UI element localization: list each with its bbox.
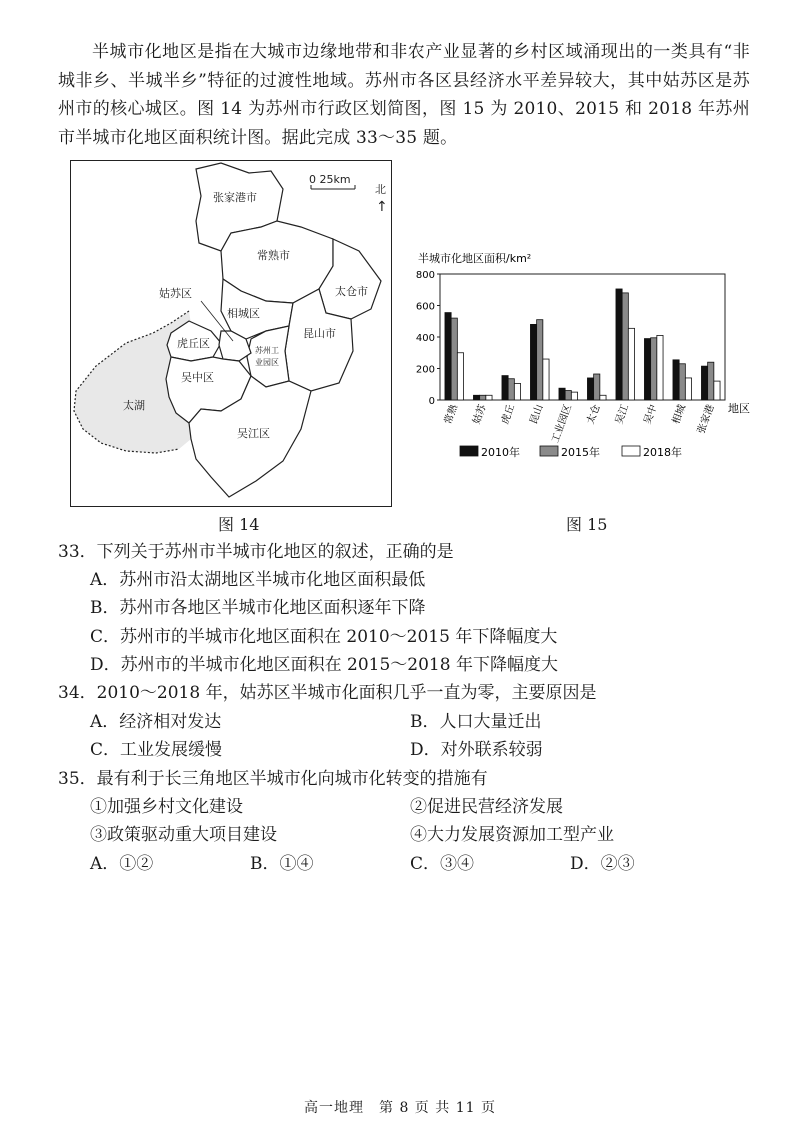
label-sip-line1: 苏州工 xyxy=(255,346,279,355)
chart-bar xyxy=(543,359,549,400)
question-35-option-a: A．①② xyxy=(90,854,154,874)
label-gusu: 姑苏区 xyxy=(159,287,192,300)
chart-ytick-label: 800 xyxy=(415,270,435,281)
question-33-option-c: C．苏州市的半城市化地区面积在 2010～2015 年下降幅度大 xyxy=(90,627,558,647)
chart-bar xyxy=(628,328,634,400)
question-33-option-d: D．苏州市的半城市化地区面积在 2015～2018 年下降幅度大 xyxy=(90,655,558,675)
chart-bar xyxy=(685,378,691,400)
chart-category-label: 张家港 xyxy=(695,403,717,436)
chart-bar xyxy=(600,395,606,400)
chart-bar xyxy=(616,289,622,400)
chart-bar xyxy=(514,383,520,400)
chart-bar xyxy=(679,364,685,400)
chart-bar xyxy=(644,339,650,400)
chart-legend-swatch xyxy=(622,446,640,456)
chart-bar xyxy=(587,378,593,400)
chart-ylabel: 半城市化地区面积/km² xyxy=(418,252,532,265)
chart-category-label: 吴江 xyxy=(613,403,632,426)
question-35-option-b: B．①④ xyxy=(250,854,314,874)
figure-15-chart xyxy=(410,248,760,470)
figure-14-caption: 图 14 xyxy=(218,515,260,534)
chart-category-label: 虎丘 xyxy=(499,403,518,426)
label-changshu: 常熟市 xyxy=(257,249,290,262)
chart-bar xyxy=(701,366,707,400)
chart-legend-label: 2010年 xyxy=(481,446,520,459)
chart-bar xyxy=(530,324,536,400)
chart-bar xyxy=(457,353,463,400)
chart-bar xyxy=(594,374,600,400)
chart-legend-label: 2015年 xyxy=(561,446,600,459)
north-label: 北 xyxy=(375,183,386,196)
chart-bar xyxy=(451,318,457,400)
chart-category-label: 昆山 xyxy=(528,403,546,426)
chart-bar xyxy=(673,360,679,400)
chart-bar xyxy=(445,313,451,400)
chart-bar xyxy=(571,392,577,400)
question-33-option-b: B．苏州市各地区半城市化地区面积逐年下降 xyxy=(90,598,426,618)
chart-bar xyxy=(508,379,514,400)
suzhou-district-map xyxy=(71,161,391,506)
question-34-option-d: D．对外联系较弱 xyxy=(410,740,543,760)
page-footer: 高一地理 第 8 页 共 11 页 xyxy=(304,1100,496,1116)
bar-chart-svg xyxy=(410,248,760,470)
question-35-statement-4: ④大力发展资源加工型产业 xyxy=(410,825,614,845)
chart-legend-swatch xyxy=(540,446,558,456)
chart-bar xyxy=(486,395,492,400)
question-33-stem: 33．下列关于苏州市半城市化地区的叙述，正确的是 xyxy=(58,542,454,562)
question-35-stem: 35．最有利于长三角地区半城市化向城市化转变的措施有 xyxy=(58,769,488,789)
chart-xlabel: 地区 xyxy=(728,402,750,415)
question-35-option-d: D．②③ xyxy=(570,854,635,874)
label-taihu: 太湖 xyxy=(123,399,145,412)
north-arrow-icon: ↑ xyxy=(376,199,388,215)
question-35-statement-3: ③政策驱动重大项目建设 xyxy=(90,825,277,845)
intro-paragraph: 半城市化地区是指在大城市边缘地带和非农产业显著的乡村区域涌现出的一类具有“非城非乡、半城半乡”特征的过渡性地域。苏州市各区县经济水平差异较大，其中姑苏区是苏州市的核心城区。图 14 为苏州市行政区划简图，图 15 为 2010、2015 和 2018 年苏州市半城市化地区面积统计图。据此完成 33～35 题。 xyxy=(58,42,750,148)
figure-15-caption: 图 15 xyxy=(566,515,608,534)
chart-bar xyxy=(537,320,543,400)
label-sip-line2: 业园区 xyxy=(255,358,279,367)
question-33-option-a: A．苏州市沿太湖地区半城市化地区面积最低 xyxy=(90,570,426,590)
chart-bar xyxy=(480,395,486,400)
chart-bar xyxy=(657,335,663,400)
figure-14-map xyxy=(70,160,392,507)
chart-bar xyxy=(502,376,508,400)
question-34-option-a: A．经济相对发达 xyxy=(90,712,222,732)
question-35-option-c: C．③④ xyxy=(410,854,475,874)
chart-legend-label: 2018年 xyxy=(643,446,682,459)
chart-bar xyxy=(714,381,720,400)
label-wuzhong: 吴中区 xyxy=(181,371,214,384)
chart-bar xyxy=(708,362,714,400)
chart-bar xyxy=(565,391,571,400)
chart-category-label: 工业园区 xyxy=(550,403,575,445)
map-scale-label: 0 25km xyxy=(309,173,351,186)
chart-category-label: 姑苏 xyxy=(471,403,489,426)
chart-ytick-label: 200 xyxy=(415,364,435,376)
chart-ytick-label: 400 xyxy=(415,333,435,344)
question-34-stem: 34．2010～2018 年，姑苏区半城市化面积几乎一直为零，主要原因是 xyxy=(58,683,597,703)
chart-bar xyxy=(651,338,657,400)
label-taicang: 太仓市 xyxy=(335,285,368,298)
chart-category-label: 吴中 xyxy=(642,403,660,426)
label-huqiu: 虎丘区 xyxy=(177,337,210,350)
label-xiangcheng: 相城区 xyxy=(227,307,260,320)
label-kunshan: 昆山市 xyxy=(303,327,336,340)
label-zhangjiagang: 张家港市 xyxy=(213,191,257,204)
chart-legend-swatch xyxy=(460,446,478,456)
question-34-option-c: C．工业发展缓慢 xyxy=(90,740,223,760)
chart-bar xyxy=(473,395,479,400)
question-35-statement-2: ②促进民营经济发展 xyxy=(410,797,563,817)
question-35-statement-1: ①加强乡村文化建设 xyxy=(90,797,243,817)
question-34-option-b: B．人口大量迁出 xyxy=(410,712,542,732)
chart-category-label: 相城 xyxy=(670,403,689,426)
chart-category-label: 太仓 xyxy=(585,403,603,426)
label-wujiang: 吴江区 xyxy=(237,427,270,440)
chart-category-label: 常熟 xyxy=(442,403,461,426)
chart-bar xyxy=(559,388,565,400)
chart-bar xyxy=(622,293,628,400)
chart-ytick-label: 600 xyxy=(415,301,435,313)
chart-ytick-label: 0 xyxy=(428,396,435,407)
